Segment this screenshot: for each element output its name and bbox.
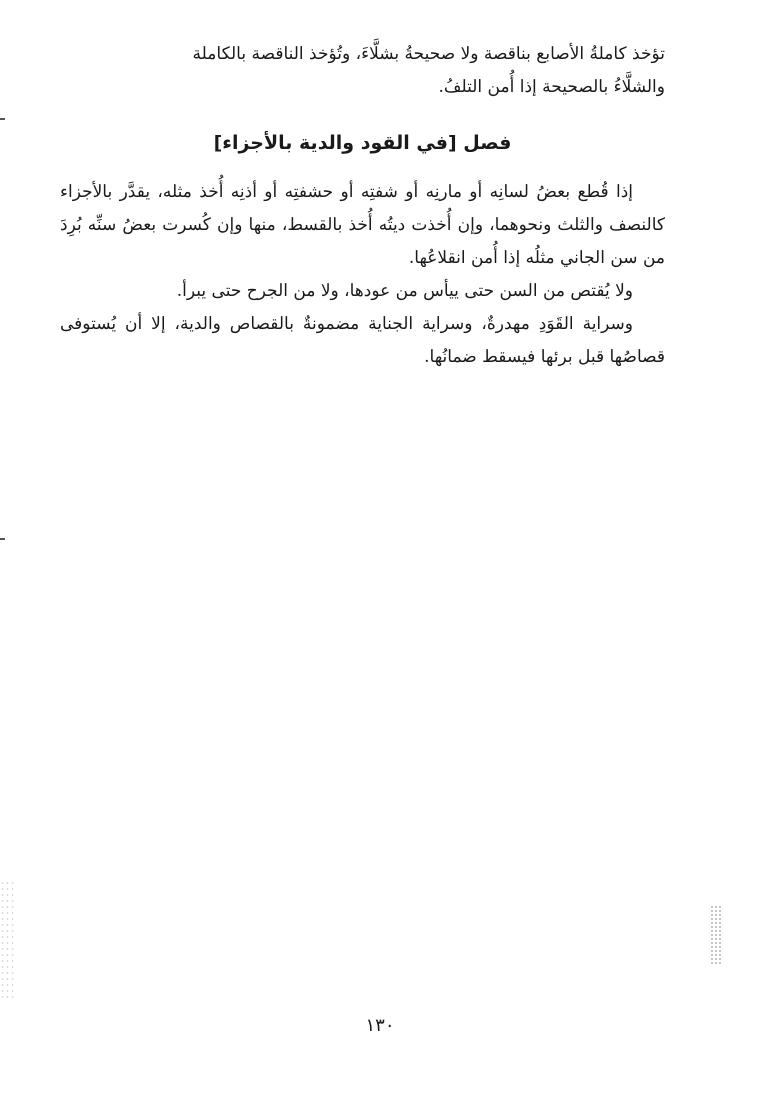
paragraph: إذا قُطع بعضُ لسانِه أو مارنِه أو شفتِه أو حشفتِه أو أذنِه أُخذ مثله، يقدَّر بالأجزاء كالنصف والثلث ونحوهما، وإن أُخذت ديتُه أُخذ بالقسط، منها وإن كُسرت بعضُ سنِّه بُرِدَ من سن الجاني مثلُه إذا أُمن انقلاعُها. (60, 182, 665, 268)
scan-margin-mark (0, 538, 5, 540)
scan-margin-mark (0, 118, 5, 120)
section-title: فصل [في القود والدية بالأجزاء] (213, 132, 512, 154)
section-body (60, 176, 665, 374)
scan-speckle (710, 905, 722, 965)
page-number: ١٣٠ (365, 1015, 395, 1036)
paragraph: ولا يُقتص من السن حتى ييأس من عودها، ولا من الجرح حتى يبرأ. (176, 281, 633, 301)
intro-line: تؤخذ كاملةُ الأصابع بناقصة ولا صحيحةُ بشلَّاءَ، وتُؤخذ الناقصة بالكاملة (192, 44, 665, 64)
paragraph: وسراية القَوَدِ مهدرةٌ، وسراية الجناية مضمونةٌ بالقصاص والدية، إلا أن يُستوفى قصاصُها قبل برئها فيسقط ضمانُها. (60, 314, 665, 367)
scan-edge-noise (0, 880, 14, 1000)
intro-text (60, 38, 665, 104)
intro-line: والشلَّاءُ بالصحيحة إذا أُمن التلفُ. (438, 77, 665, 97)
